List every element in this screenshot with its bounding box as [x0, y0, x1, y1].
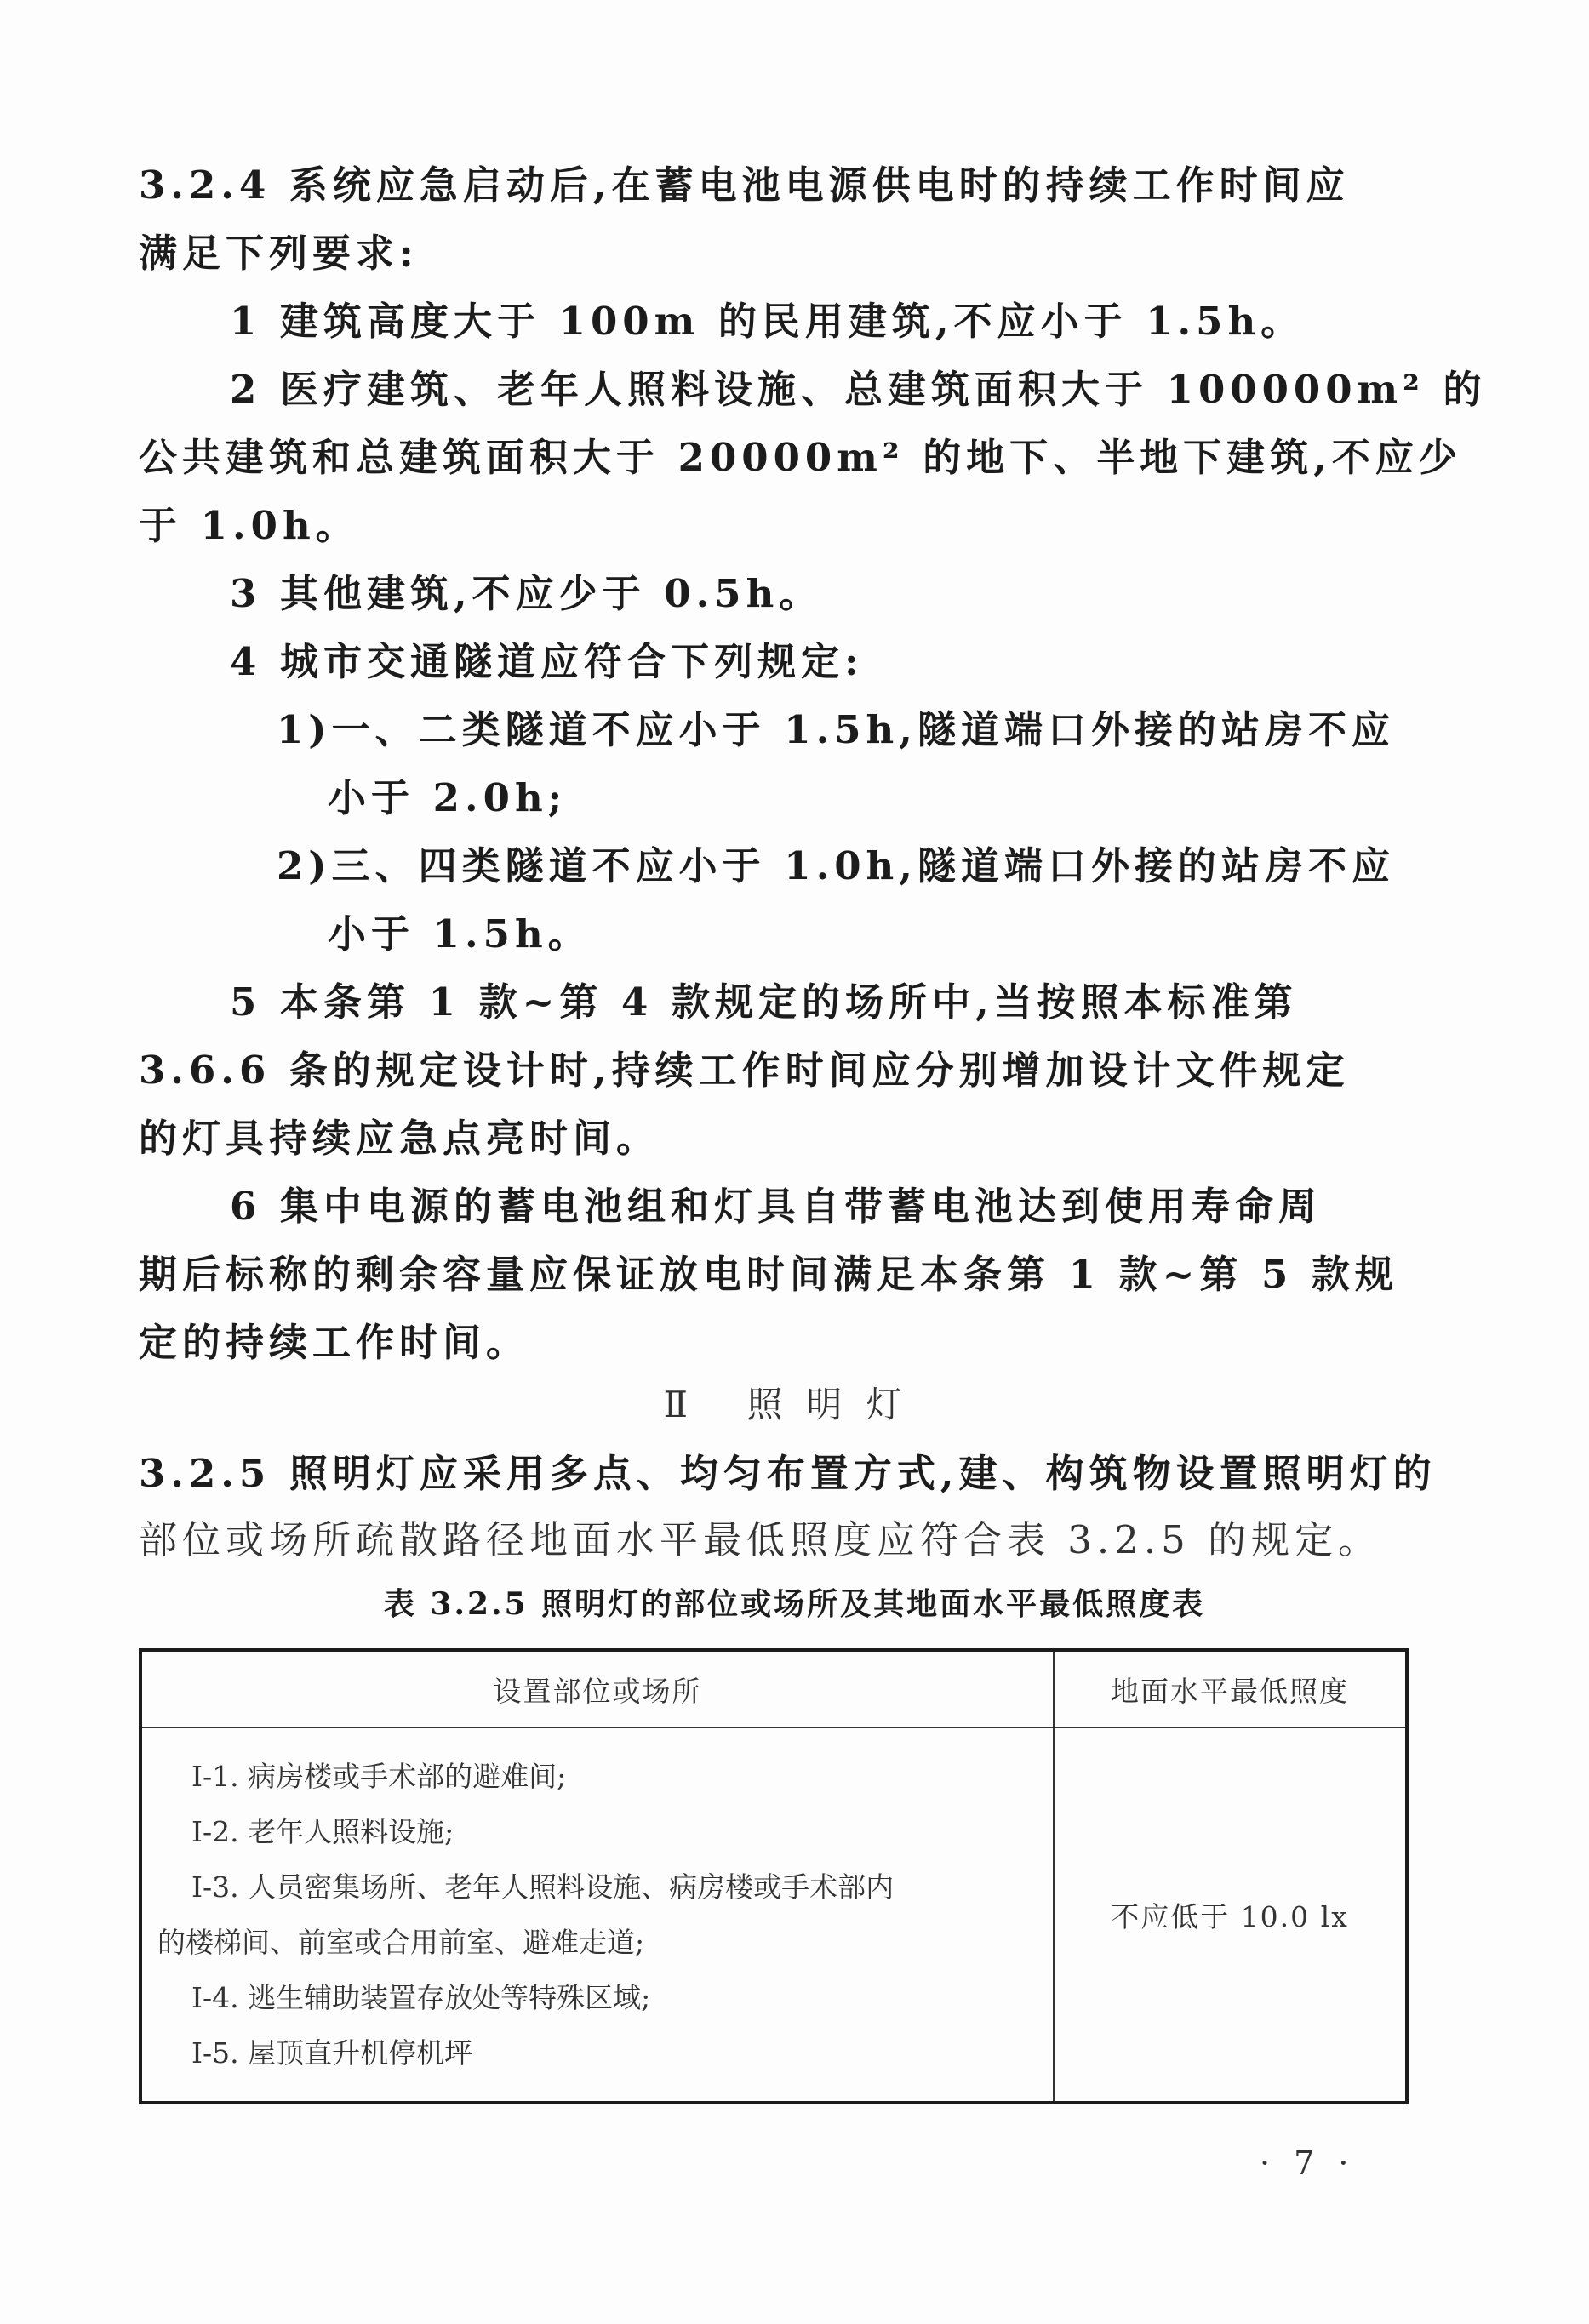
clause-3-2-4-item-5-line-3: 的灯具持续应急点亮时间。 — [139, 1116, 660, 1161]
clause-3-2-4-line-2: 满足下列要求: — [139, 231, 419, 276]
header-min-illuminance: 地面水平最低照度 — [1054, 1650, 1407, 1727]
list-item: Ⅰ-1. 病房楼或手术部的避难间; — [191, 1760, 567, 1793]
list-item: Ⅰ-4. 逃生辅助装置存放处等特殊区域; — [191, 1981, 651, 2014]
clause-3-2-4-item-1: 1 建筑高度大于 100m 的民用建筑,不应小于 1.5h。 — [230, 299, 1305, 344]
clause-3-2-5-line-1: 3.2.5 照明灯应采用多点、均匀布置方式,建、构筑物设置照明灯的 — [139, 1451, 1437, 1496]
clause-3-2-4-item-6-line-3: 定的持续工作时间。 — [139, 1320, 530, 1365]
clause-3-2-4-item-4-sub-2-line-1: 2)三、四类隧道不应小于 1.0h,隧道端口外接的站房不应 — [277, 843, 1395, 888]
location-list — [140, 1727, 1054, 2103]
table-header-row — [140, 1650, 1407, 1727]
table-caption: 表 3.2.5 照明灯的部位或场所及其地面水平最低照度表 — [383, 1586, 1206, 1622]
list-item: Ⅰ-2. 老年人照料设施; — [191, 1815, 454, 1848]
clause-3-2-4-item-5-line-1: 5 本条第 1 款~第 4 款规定的场所中,当按照本标准第 — [230, 979, 1298, 1025]
clause-3-2-4-item-4: 4 城市交通隧道应符合下列规定: — [230, 639, 864, 684]
clause-3-2-4-line-1: 3.2.4 系统应急启动后,在蓄电池电源供电时的持续工作时间应 — [139, 163, 1350, 208]
illuminance-table — [139, 1648, 1409, 2104]
clause-3-2-5-line-2: 部位或场所疏散路径地面水平最低照度应符合表 3.2.5 的规定。 — [139, 1517, 1382, 1562]
table-row — [140, 1727, 1407, 2103]
clause-3-2-4-item-2-line-2: 公共建筑和总建筑面积大于 20000m² 的地下、半地下建筑,不应少 — [139, 435, 1462, 480]
clause-3-2-4-item-4-sub-1-line-2: 小于 2.0h; — [328, 775, 568, 820]
list-item: 的楼梯间、前室或合用前室、避难走道; — [157, 1926, 645, 1959]
page-number: · 7 · — [1260, 2144, 1356, 2182]
clause-3-2-4-item-6-line-2: 期后标称的剩余容量应保证放电时间满足本条第 1 款~第 5 款规 — [139, 1252, 1398, 1297]
clause-3-2-4-item-3: 3 其他建筑,不应少于 0.5h。 — [230, 571, 823, 616]
clause-3-2-4-item-2-line-1: 2 医疗建筑、老年人照料设施、总建筑面积大于 100000m² 的 — [230, 367, 1487, 412]
clause-3-2-4-item-5-line-2: 3.6.6 条的规定设计时,持续工作时间应分别增加设计文件规定 — [139, 1048, 1350, 1093]
clause-3-2-4-item-2-line-3: 于 1.0h。 — [139, 503, 359, 548]
min-illuminance-value: 不应低于 10.0 lx — [1054, 1727, 1407, 2103]
clause-3-2-4-item-4-sub-2-line-2: 小于 1.5h。 — [328, 911, 592, 956]
section-title: Ⅱ 照明灯 — [663, 1384, 926, 1425]
clause-3-2-4-item-4-sub-1-line-1: 1)一、二类隧道不应小于 1.5h,隧道端口外接的站房不应 — [277, 707, 1395, 752]
header-location: 设置部位或场所 — [140, 1650, 1054, 1727]
list-item: Ⅰ-3. 人员密集场所、老年人照料设施、病房楼或手术部内 — [191, 1870, 895, 1904]
list-item: Ⅰ-5. 屋顶直升机停机坪 — [191, 2036, 473, 2070]
clause-3-2-4-item-6-line-1: 6 集中电源的蓄电池组和灯具自带蓄电池达到使用寿命周 — [230, 1184, 1322, 1229]
